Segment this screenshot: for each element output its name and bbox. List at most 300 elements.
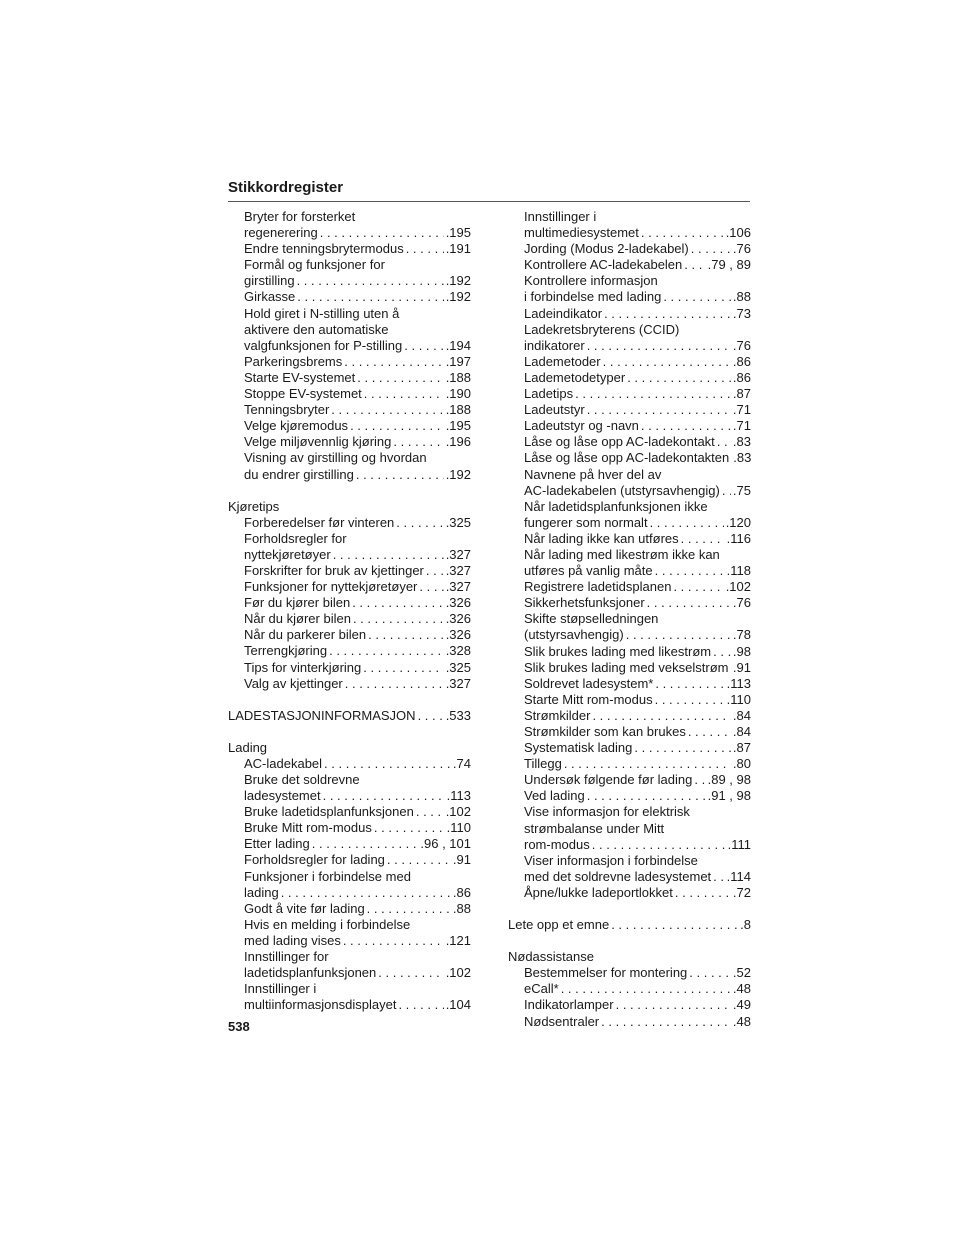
entry-page-ref[interactable]: .87 — [732, 740, 751, 756]
index-entry[interactable] — [508, 418, 751, 434]
dot-leader — [353, 611, 444, 627]
entry-term: Når lading med likestrøm ikke kan — [524, 546, 720, 562]
index-heading — [228, 499, 471, 515]
entry-term: Kjøretips — [228, 498, 280, 514]
entry-term: Terrengkjøring — [244, 643, 328, 659]
index-entry[interactable] — [228, 676, 471, 692]
entry-term: lading — [244, 884, 279, 900]
entry-page-ref[interactable]: .8 — [740, 917, 751, 933]
entry-term: Endre tenningsbrytermodus — [244, 241, 404, 257]
index-entry[interactable] — [228, 804, 471, 820]
entry-page-ref[interactable]: .326 — [445, 595, 471, 611]
entry-page-ref[interactable]: .327 — [445, 675, 471, 691]
section-title: Stikkordregister — [228, 179, 344, 196]
entry-page-ref[interactable]: .84 — [732, 707, 751, 723]
index-entry[interactable] — [228, 225, 471, 241]
index-entry[interactable] — [228, 563, 471, 579]
entry-page-ref[interactable]: .76 — [732, 241, 751, 257]
index-entry[interactable] — [508, 225, 751, 241]
dot-leader — [616, 997, 731, 1013]
dot-leader — [406, 241, 444, 257]
entry-page-ref[interactable]: .194 — [445, 337, 471, 353]
index-entry[interactable] — [228, 241, 471, 257]
index-entry[interactable] — [508, 483, 751, 499]
entry-page-ref[interactable]: .76 — [732, 595, 751, 611]
entry-term: Systematisk lading — [524, 740, 633, 756]
entry-page-ref[interactable]: .326 — [445, 627, 471, 643]
entry-term: Indikatorlamper — [524, 997, 614, 1013]
entry-page-ref[interactable]: .78 — [732, 627, 751, 643]
index-entry[interactable] — [508, 386, 751, 402]
index-entry[interactable] — [508, 450, 751, 466]
dot-leader — [641, 418, 731, 434]
index-entry[interactable] — [508, 627, 751, 643]
entry-page-ref[interactable]: .88 — [452, 900, 471, 916]
entry-page-ref[interactable]: .110 — [726, 691, 751, 707]
entry-page-ref[interactable]: .86 — [732, 369, 751, 385]
entry-term: Forberedelser før vinteren — [244, 514, 395, 530]
index-entry[interactable] — [508, 740, 751, 756]
index-entry[interactable] — [508, 338, 751, 354]
entry-term: fungerer som normalt — [524, 514, 648, 530]
entry-term: ladetidsplanfunksjonen — [244, 965, 377, 981]
index-entry[interactable] — [228, 338, 471, 354]
dot-leader — [333, 547, 444, 563]
entry-page-ref[interactable]: .116 — [726, 530, 751, 546]
entry-page-ref[interactable]: .190 — [445, 386, 471, 402]
entry-term: Hold giret i N-stilling uten å — [244, 305, 400, 321]
entry-term: Jording (Modus 2-ladekabel) — [524, 241, 689, 257]
index-entry[interactable] — [228, 547, 471, 563]
entry-page-ref[interactable]: .91 — [732, 659, 751, 675]
entry-term: i forbindelse med lading — [524, 289, 662, 305]
entry-page-ref[interactable]: .79 , 89 — [707, 257, 751, 273]
entry-term: Kontrollere AC-ladekabelen — [524, 257, 683, 273]
index-entry[interactable] — [228, 965, 471, 981]
entry-spacer — [228, 724, 471, 740]
entry-term: Innstillinger for — [244, 949, 329, 965]
entry-page-ref[interactable]: .71 — [732, 402, 751, 418]
dot-leader — [587, 402, 731, 418]
entry-term: Soldrevet ladesystem* — [524, 675, 654, 691]
dot-leader — [592, 708, 730, 724]
header-divider — [228, 201, 750, 202]
entry-page-ref[interactable]: .191 — [445, 241, 471, 257]
index-entry[interactable] — [228, 595, 471, 611]
index-entry[interactable] — [228, 643, 471, 659]
entry-page-ref[interactable]: .86 — [452, 884, 471, 900]
dot-leader — [297, 273, 444, 289]
entry-spacer — [508, 933, 751, 949]
index-entry — [508, 547, 751, 563]
index-entry[interactable] — [228, 836, 471, 852]
entry-page-ref[interactable]: .325 — [445, 514, 471, 530]
entry-term: AC-ladekabel — [244, 755, 323, 771]
entry-page-ref[interactable]: .71 — [732, 418, 751, 434]
index-entry — [508, 499, 751, 515]
entry-page-ref[interactable]: .113 — [726, 675, 751, 691]
dot-leader — [312, 836, 419, 852]
index-column-right — [508, 209, 751, 1030]
entry-page-ref[interactable]: .121 — [445, 932, 471, 948]
index-entry — [508, 322, 751, 338]
entry-term: regenerering — [244, 225, 318, 241]
index-entry[interactable] — [508, 837, 751, 853]
dot-leader — [393, 434, 443, 450]
dot-leader — [655, 676, 724, 692]
entry-page-ref[interactable]: .84 — [732, 724, 751, 739]
entry-term: Strømkilder som kan brukes — [524, 724, 686, 739]
index-entry[interactable] — [228, 515, 471, 531]
dot-leader — [387, 852, 451, 868]
entry-page-ref[interactable]: .88 — [732, 289, 751, 305]
entry-term: Forholdsregler for — [244, 530, 347, 546]
index-entry[interactable] — [228, 997, 471, 1013]
index-heading — [508, 949, 751, 965]
entry-page-ref[interactable]: .106 — [725, 225, 751, 241]
index-entry[interactable] — [228, 660, 471, 676]
dot-leader — [601, 1014, 731, 1030]
entry-term: Ladeindikator — [524, 305, 603, 321]
page-header — [228, 178, 750, 202]
entry-spacer — [228, 483, 471, 499]
dot-leader — [419, 579, 443, 595]
index-entry[interactable] — [508, 965, 751, 981]
index-entry — [228, 772, 471, 788]
index-heading[interactable] — [228, 708, 471, 724]
index-entry[interactable] — [508, 563, 751, 579]
index-entry — [228, 949, 471, 965]
entry-spacer — [228, 692, 471, 708]
index-entry — [228, 869, 471, 885]
entry-term: Når du kjører bilen — [244, 611, 351, 627]
index-entry[interactable] — [228, 273, 471, 289]
dot-leader — [357, 370, 443, 386]
entry-term: Før du kjører bilen — [244, 595, 351, 611]
entry-page-ref[interactable]: .118 — [726, 563, 751, 579]
index-entry[interactable] — [228, 386, 471, 402]
entry-term: Undersøk følgende før lading — [524, 772, 693, 788]
index-entry[interactable] — [228, 579, 471, 595]
entry-term: Starte Mitt rom-modus — [524, 691, 653, 707]
page-number: 538 — [228, 1019, 250, 1034]
entry-term: Innstillinger i — [244, 981, 317, 997]
entry-term: Tenningsbryter — [244, 402, 330, 418]
entry-page-ref[interactable]: .87 — [732, 386, 751, 402]
entry-term: (utstyrsavhengig) — [524, 627, 624, 643]
dot-leader — [684, 257, 705, 273]
entry-page-ref[interactable]: .104 — [445, 997, 471, 1013]
entry-page-ref[interactable]: .74 — [452, 755, 471, 771]
index-entry[interactable] — [508, 531, 751, 547]
entry-term: Sikkerhetsfunksjoner — [524, 595, 645, 611]
index-entry[interactable] — [508, 981, 751, 997]
dot-leader — [673, 579, 723, 595]
index-entry[interactable] — [228, 418, 471, 434]
entry-page-ref[interactable]: .76 — [732, 337, 751, 353]
index-entry[interactable] — [508, 306, 751, 322]
entry-term: Tillegg — [524, 756, 562, 772]
entry-term: Etter lading — [244, 836, 310, 852]
entry-term: Visning av girstilling og hvordan — [244, 450, 427, 466]
entry-term: Forskrifter for bruk av kjettinger — [244, 562, 424, 578]
entry-page-ref[interactable]: .533 — [445, 707, 471, 723]
index-entry — [508, 273, 751, 289]
dot-leader — [404, 338, 443, 354]
entry-page-ref[interactable]: .52 — [732, 965, 751, 981]
index-entry[interactable] — [228, 820, 471, 836]
index-entry — [508, 209, 751, 225]
entry-term: LADESTASJONINFORMASJON — [228, 707, 416, 723]
dot-leader — [350, 418, 444, 434]
entry-page-ref[interactable]: .188 — [445, 402, 471, 418]
entry-page-ref[interactable]: .195 — [445, 418, 471, 434]
entry-page-ref[interactable]: .49 — [732, 997, 751, 1013]
dot-leader — [416, 804, 444, 820]
index-entry[interactable] — [228, 402, 471, 418]
dot-leader — [297, 289, 443, 305]
index-entry[interactable] — [508, 370, 751, 386]
index-entry[interactable] — [228, 885, 471, 901]
entry-term: Lading — [228, 739, 268, 755]
dot-leader — [331, 402, 443, 418]
entry-term: Ved lading — [524, 788, 585, 804]
dot-leader — [329, 643, 444, 659]
entry-term: Bryter for forsterket — [244, 209, 356, 224]
entry-term: nyttekjøretøyer — [244, 546, 331, 562]
dot-leader — [713, 869, 725, 885]
entry-page-ref[interactable]: .83 — [733, 450, 752, 466]
entry-term: strømbalanse under Mitt — [524, 820, 665, 836]
entry-page-ref[interactable]: .89 , 98 — [707, 772, 751, 788]
index-entry[interactable] — [508, 289, 751, 305]
index-entry[interactable] — [508, 788, 751, 804]
dot-leader — [675, 885, 731, 901]
index-entry[interactable] — [228, 788, 471, 804]
entry-page-ref[interactable]: .110 — [446, 820, 471, 836]
entry-page-ref[interactable]: .195 — [445, 225, 471, 241]
entry-term: Åpne/lukke ladeportlokket — [524, 884, 673, 900]
index-entry[interactable] — [508, 660, 751, 676]
entry-page-ref[interactable]: .192 — [445, 273, 471, 289]
dot-leader — [713, 644, 731, 660]
dot-leader — [281, 885, 451, 901]
dot-leader — [398, 997, 443, 1013]
dot-leader — [592, 837, 726, 853]
dot-leader — [611, 917, 738, 933]
entry-term: Ladeutstyr og -navn — [524, 418, 639, 434]
entry-term: Bruke ladetidsplanfunksjonen — [244, 804, 414, 820]
entry-page-ref[interactable]: .325 — [445, 659, 471, 675]
index-entry[interactable] — [228, 611, 471, 627]
index-entry[interactable] — [228, 434, 471, 450]
entry-term: Funksjoner for nyttekjøretøyer — [244, 579, 418, 595]
index-entry[interactable] — [508, 354, 751, 370]
entry-term: Bruke Mitt rom-modus — [244, 820, 372, 836]
index-entry[interactable] — [228, 933, 471, 949]
index-entry[interactable] — [508, 515, 751, 531]
index-entry[interactable] — [508, 257, 751, 273]
entry-term: Velge kjøremodus — [244, 418, 349, 434]
entry-page-ref[interactable]: .327 — [445, 579, 471, 595]
entry-term: aktivere den automatiske — [244, 321, 389, 337]
dot-leader — [650, 515, 724, 531]
entry-page-ref[interactable]: .86 — [732, 353, 751, 369]
entry-page-ref[interactable]: .327 — [445, 562, 471, 578]
entry-term: Når lading ikke kan utføres — [524, 530, 679, 546]
index-entry[interactable] — [228, 901, 471, 917]
entry-page-ref[interactable]: .102 — [725, 579, 751, 595]
index-entry[interactable] — [508, 885, 751, 901]
index-column-left — [228, 209, 471, 1013]
entry-page-ref[interactable]: .197 — [445, 353, 471, 369]
entry-page-ref[interactable]: .48 — [732, 981, 751, 997]
index-entry[interactable] — [508, 724, 751, 740]
dot-leader — [722, 483, 731, 499]
entry-term: Hvis en melding i forbindelse — [244, 916, 411, 932]
entry-term: Lademetodetyper — [524, 369, 626, 385]
dot-leader — [564, 756, 731, 772]
entry-page-ref[interactable]: .111 — [727, 836, 751, 852]
entry-term: Låse og låse opp AC-ladekontakten — [524, 450, 730, 466]
index-entry — [228, 531, 471, 547]
index-entry — [228, 322, 471, 338]
index-entry — [508, 853, 751, 869]
dot-leader — [344, 354, 443, 370]
entry-term: Viser informasjon i forbindelse — [524, 852, 698, 868]
index-entry — [228, 450, 471, 466]
entry-page-ref[interactable]: .196 — [445, 434, 471, 450]
entry-page-ref[interactable]: .326 — [445, 611, 471, 627]
index-entry[interactable] — [508, 434, 751, 450]
index-heading[interactable] — [508, 917, 751, 933]
dot-leader — [561, 981, 731, 997]
index-entry[interactable] — [228, 289, 471, 305]
entry-term: Kontrollere informasjon — [524, 273, 658, 289]
dot-leader — [641, 225, 724, 241]
index-entry[interactable] — [508, 692, 751, 708]
dot-leader — [374, 820, 445, 836]
dot-leader — [345, 676, 444, 692]
entry-term: Valg av kjettinger — [244, 675, 343, 691]
dot-leader — [626, 627, 731, 643]
entry-term: Slik brukes lading med vekselstrøm — [524, 659, 729, 675]
entry-term: du endrer girstilling — [244, 466, 354, 482]
entry-page-ref[interactable]: .113 — [446, 788, 471, 804]
dot-leader — [343, 933, 444, 949]
entry-page-ref[interactable]: .114 — [726, 868, 751, 884]
entry-term: Ladekretsbryterens (CCID) — [524, 321, 680, 337]
entry-term: multimediesystemet — [524, 225, 639, 241]
index-entry[interactable] — [508, 644, 751, 660]
entry-term: Vise informasjon for elektrisk — [524, 804, 690, 820]
entry-page-ref[interactable]: .328 — [445, 643, 471, 659]
entry-page-ref[interactable]: .192 — [445, 289, 471, 305]
entry-page-ref[interactable]: .102 — [445, 965, 471, 981]
entry-page-ref[interactable]: .48 — [732, 1013, 751, 1029]
index-entry — [228, 917, 471, 933]
dot-leader — [418, 708, 444, 724]
index-entry[interactable] — [508, 579, 751, 595]
entry-page-ref[interactable]: .192 — [445, 466, 471, 482]
entry-page-ref[interactable]: .75 — [732, 482, 751, 498]
index-entry[interactable] — [228, 354, 471, 370]
entry-page-ref[interactable]: .102 — [445, 804, 471, 820]
entry-term: med lading vises — [244, 932, 341, 948]
entry-term: Bestemmelser for montering — [524, 965, 688, 981]
index-entry[interactable] — [508, 676, 751, 692]
entry-term: Formål og funksjoner for — [244, 257, 385, 273]
index-entry[interactable] — [508, 402, 751, 418]
entry-term: Funksjoner i forbindelse med — [244, 868, 411, 884]
entry-term: Parkeringsbrems — [244, 353, 343, 369]
index-entry[interactable] — [508, 997, 751, 1013]
entry-term: Når du parkerer bilen — [244, 627, 367, 643]
dot-leader — [378, 965, 443, 981]
index-entry[interactable] — [508, 772, 751, 788]
index-entry[interactable] — [228, 370, 471, 386]
entry-page-ref[interactable]: .72 — [732, 884, 751, 900]
index-entry[interactable] — [508, 756, 751, 772]
dot-leader — [627, 370, 731, 386]
dot-leader — [426, 563, 444, 579]
entry-term: Velge miljøvennlig kjøring — [244, 434, 392, 450]
entry-term: Slik brukes lading med likestrøm — [524, 643, 712, 659]
index-entry[interactable] — [508, 1014, 751, 1030]
entry-page-ref[interactable]: .188 — [445, 369, 471, 385]
entry-page-ref[interactable]: .327 — [445, 546, 471, 562]
dot-leader — [324, 756, 451, 772]
entry-term: indikatorer — [524, 337, 585, 353]
index-entry — [228, 209, 471, 225]
index-entry — [228, 257, 471, 273]
dot-leader — [663, 289, 731, 305]
entry-term: Nødassistanse — [508, 949, 594, 965]
entry-page-ref[interactable]: .83 — [732, 434, 751, 450]
dot-leader — [717, 434, 731, 450]
index-entry[interactable] — [228, 852, 471, 868]
entry-page-ref[interactable]: .80 — [732, 756, 751, 772]
entry-page-ref[interactable]: .73 — [732, 305, 751, 321]
entry-page-ref[interactable]: .91 — [452, 852, 471, 868]
index-entry[interactable] — [508, 869, 751, 885]
index-entry[interactable] — [228, 467, 471, 483]
index-entry[interactable] — [508, 708, 751, 724]
entry-page-ref[interactable]: .98 — [732, 643, 751, 659]
index-entry[interactable] — [508, 241, 751, 257]
entry-term: Lete opp et emne — [508, 917, 610, 933]
entry-page-ref[interactable]: .120 — [725, 514, 751, 530]
entry-term: Ladetips — [524, 386, 574, 402]
dot-leader — [604, 306, 731, 322]
entry-term: utføres på vanlig måte — [524, 563, 653, 579]
index-entry — [508, 611, 751, 627]
index-entry[interactable] — [508, 595, 751, 611]
entry-page-ref[interactable]: .91 , 98 — [707, 788, 751, 804]
dot-leader — [681, 531, 725, 547]
entry-term: Girkasse — [244, 289, 296, 305]
entry-term: Lademetoder — [524, 353, 601, 369]
dot-leader — [320, 225, 444, 241]
entry-page-ref[interactable]: .96 , 101 — [420, 836, 471, 852]
index-entry — [508, 821, 751, 837]
index-entry — [508, 467, 751, 483]
entry-term: Innstillinger i — [524, 209, 597, 224]
entry-term: Ladeutstyr — [524, 402, 585, 418]
entry-term: Når ladetidsplanfunksjonen ikke — [524, 498, 708, 514]
index-entry[interactable] — [228, 756, 471, 772]
index-entry[interactable] — [228, 627, 471, 643]
